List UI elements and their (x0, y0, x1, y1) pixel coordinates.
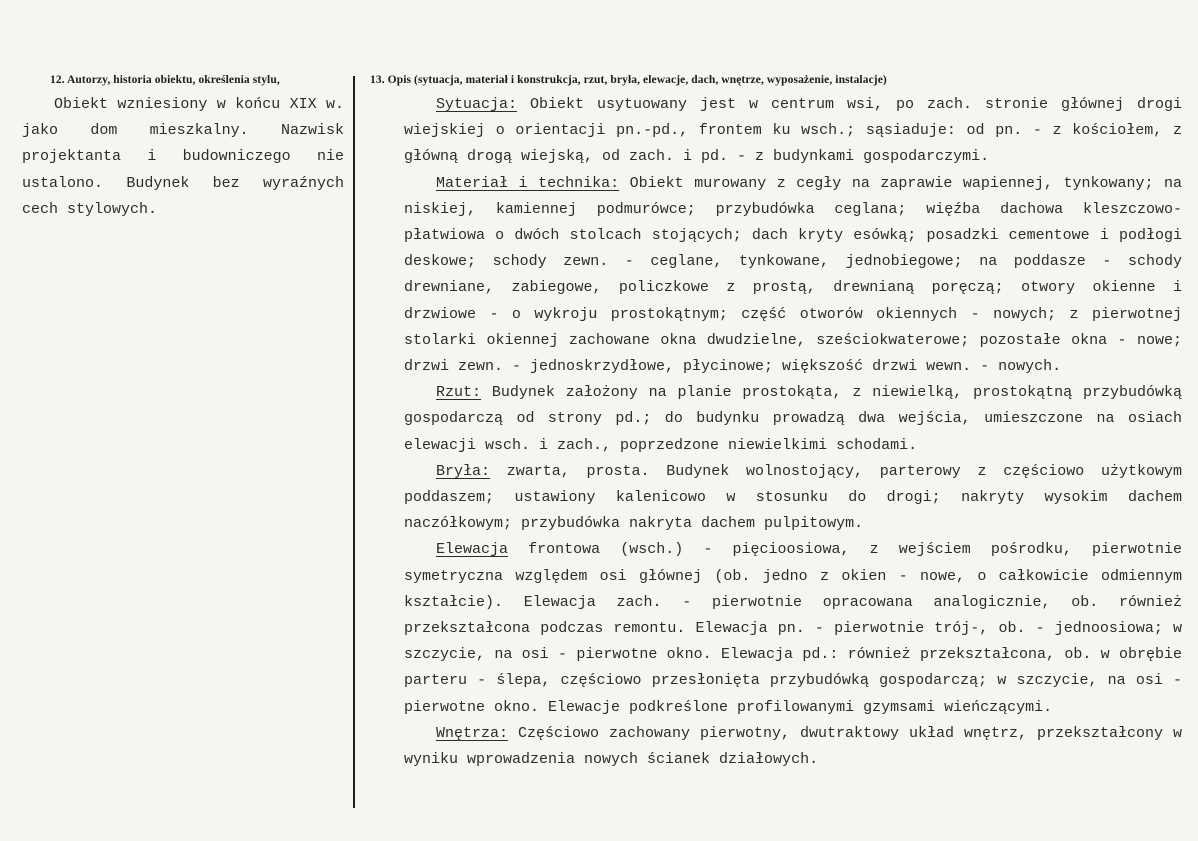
paragraph-elewacja (370, 537, 1182, 720)
column-divider (353, 76, 355, 808)
text-elewacja: frontowa (wsch.) - pięcioosiowa, z wejściem pośrodku, pierwotnie symetryczna względem osi głównej (ob. jedno z okien - nowe, o całkowicie odmiennym kształcie). Elewacja zach. - pierwotnie opracowana analogicznie, ob. również przekształcona podczas remontu. Elewacja pn. - pierwotnie trój-, ob. - jednoosiowa; w szczycie, na osi - pierwotne okno. Elewacja pd.: również przekształcona, ob. w obrębie parteru - ślepa, częściowo przesłonięta przybudówką gospodarczą; w szczycie, na osi - pierwotne okno. Elewacje podkreślone profilowanymi gzymsami wieńczącymi. (404, 541, 1182, 716)
paragraph-sytuacja (370, 92, 1182, 171)
label-rzut: Rzut: (436, 384, 482, 402)
paragraph-bryla (370, 459, 1182, 538)
section-12-heading: 12. Autorzy, historia obiektu, określenia stylu, (50, 74, 280, 86)
section-12-text: Obiekt wzniesiony w końcu XIX w. jako dom mieszkalny. Nazwisk projektanta i budowniczego nie ustalono. Budynek bez wyraźnych cech stylowych. (22, 96, 344, 218)
label-bryla: Bryła: (436, 462, 491, 480)
section-13-heading: 13. Opis (sytuacja, materiał i konstrukcja, rzut, bryła, elewacje, dach, wnętrze, wyposażenie, instalacje) (370, 74, 887, 86)
text-sytuacja: Obiekt usytuowany jest w centrum wsi, po zach. stronie głównej drogi wiejskiej o orientacji pn.-pd., frontem ku wsch.; sąsiaduje: od pn. - z kościołem, z główną drogą wiejską, od zach. i pd. - z budynkami gospodarczymi. (404, 96, 1182, 166)
section-12 (22, 74, 344, 223)
paragraph-rzut (370, 380, 1182, 459)
paragraph-material (370, 171, 1182, 381)
label-material: Materiał i technika: (436, 174, 620, 192)
text-wnetrza: Częściowo zachowany pierwotny, dwutraktowy układ wnętrz, przekształcony w wyniku wprowadzenia nowych ścianek działowych. (404, 724, 1182, 769)
text-bryla: zwarta, prosta. Budynek wolnostojący, parterowy z częściowo użytkowym poddaszem; ustawiony kalenicowo w stosunku do drogi; nakryty wysokim dachem naczółkowym; przybudówka nakryta dachem pulpitowym. (404, 462, 1182, 533)
section-13 (370, 74, 1188, 773)
text-material: Obiekt murowany z cegły na zaprawie wapiennej, tynkowany; na niskiej, kamiennej podmurówce; przybudówka ceglana; więźba dachowa kleszczowo-płatwiowa o dwóch stolcach stojących; dach kryty esówką; posadzki cementowe i podłogi deskowe; schody zewn. - ceglane, tynkowane, jednobiegowe; na poddasze - schody drewniane, zabiegowe, policzkowe z prostą, drewnianą poręczą; otwory okienne i drzwiowe - o wykroju prostokątnym; część otworów okiennych - nowych; z pierwotnej stolarki okiennej zachowane okna dwudzielne, sześciokwaterowe; pozostałe okna - nowe; drzwi zewn. - jednoskrzydłowe, płycinowe; większość drzwi wewn. - nowych. (404, 174, 1183, 376)
label-wnetrza: Wnętrza: (436, 724, 509, 742)
label-elewacja: Elewacja (436, 541, 509, 559)
label-sytuacja: Sytuacja: (436, 96, 518, 113)
section-13-body (370, 92, 1182, 773)
text-rzut: Budynek założony na planie prostokąta, z niewielką, prostokątną przybudówką gospodarczą od strony pd.; do budynku prowadzą dwa wejścia, umieszczone na osiach elewacji wsch. i zach., poprzedzone niewielkimi schodami. (404, 384, 1182, 454)
section-12-body (22, 92, 344, 223)
paragraph-wnetrza (370, 721, 1182, 773)
